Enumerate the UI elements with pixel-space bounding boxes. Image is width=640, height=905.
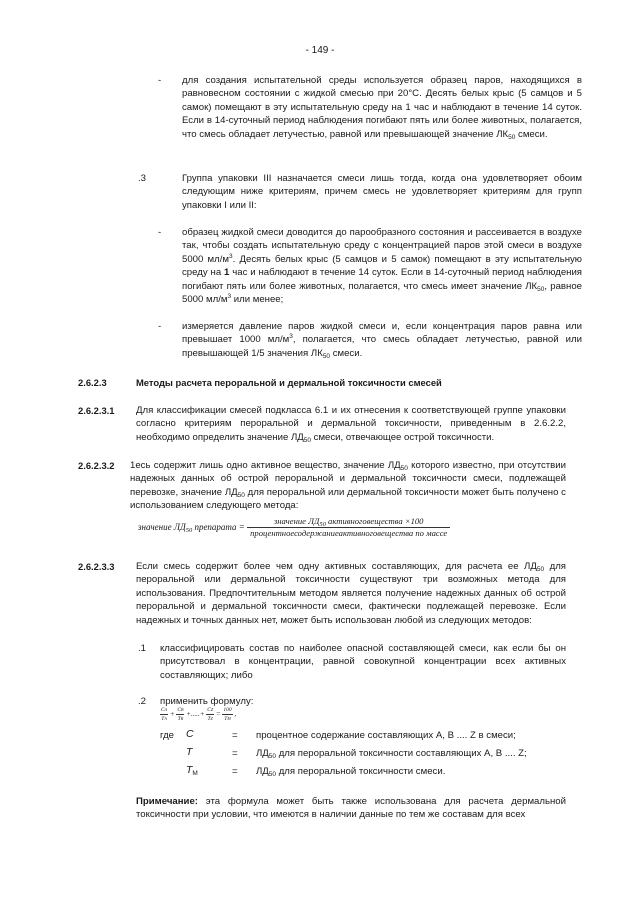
- paragraph-single-active: 1есь содержит лишь одно активное вещество, значение $ЛД_{50}$ которого известно, при отсутствии надежных данных об острой пероральной и дермальной токсичности смеси, подлежащей перевозке, значение $ЛД_{50}$ для пероральной или дермальной токсичности может быть получено с использованием следующего метода:: [130, 460, 566, 512]
- item-number: .3: [138, 173, 147, 184]
- item-number: .2: [138, 696, 147, 707]
- paragraph-method-2: применить формулу:: [160, 696, 254, 707]
- paragraph-vapor-sample: для создания испытательной среды используется образец паров, находящихся в равновесном состоянии с жидкой смесью при 20°С. Десять белых крыс (5 самцов и 5 самок) помещают в эту испытательную среду на 1 час и наблюдают в течение 14 суток. Если в 14-суточный период наблюдения погибают пять или более животных, полагается, что смесь обладает летучестью, равной или превышающей значение $ЛК_{50}$ смеси.: [182, 75, 582, 141]
- bullet-dash: -: [158, 227, 162, 238]
- bullet-dash: -: [158, 75, 162, 86]
- paragraph-classification: Для классификации смесей подкласса 6.1 и их отнесения к соответствующей группе упаковки согласно критериям пероральной и дермальной токсичности, приведенным в 2.6.2.2, необходимо определить значение $ЛД_{50}$ смеси, отвечающее острой токсичности.: [136, 405, 566, 444]
- paragraph-vapor-concentration: образец жидкой смеси доводится до парообразного состояния и рассеивается в воздухе так, чтобы создать испытательную среду с концентрацией паров этой смеси в воздухе 5000 $мл/м^3$. Десять белых крыс (5 самцов и 5 самок) помещают в эту испытательную среду на 1 час и наблюдают в течение 14 суток. Если в 14-суточный период наблюдения погибают пять или более животных, полагается, что смесь имеет значение $ЛК_{50}$, равное 5000 $мл/м^3$ или менее;: [182, 227, 583, 306]
- where-label: где: [160, 730, 175, 741]
- section-number: 2.6.2.3.1: [78, 405, 115, 416]
- section-number: 2.6.2.3.2: [78, 460, 115, 471]
- bullet-dash: -: [158, 321, 162, 332]
- paragraph-vapor-pressure: измеряется давление паров жидкой смеси и, если концентрация паров равна или превышает 1000 $мл/м^3$, полагается, что смесь обладает летучестью, равной или превышающей 1/5 значения $ЛК_{50}$ смеси.: [182, 321, 582, 360]
- section-number: 2.6.2.3.3: [78, 561, 115, 572]
- item-number: .1: [138, 643, 147, 654]
- paragraph-method-1: классифицировать состав по наиболее опасной составляющей смеси, как если бы он присутствовал в концентрации, равной совокупной концентрации всех активных составляющих; либо: [160, 643, 566, 681]
- page-number: - 149 -: [305, 45, 335, 56]
- paragraph-multiple-active: Если смесь содержит более чем одну активных составляющих, для расчета ее $ЛД_{50}$ для пероральной или дермальной токсичности существуют три возможных метода для использования. Предпочтительным методом является получение надежных данных об острой пероральной и дермальной токсичности смеси, фактически подлежащей перевозке. Если надежных и точных данных нет, может быть использован любой из следующих методов:: [136, 561, 566, 626]
- paragraph-packing-group-iii: Группа упаковки III назначается смеси лишь тогда, когда она удовлетворяет обоим следующим ниже критериям, причем смесь не удовлетворяет критериям для групп упаковки I или II:: [182, 173, 582, 211]
- formula-mixture: $\frac{CA}{TA}$ + $\frac{CB}{TB}$ +.....+ $\frac{CZ}{TZ}$ = $\frac{100}{TM}$ ,: [161, 706, 237, 722]
- note-label: Примечание:: [136, 796, 198, 807]
- note-paragraph: Примечание: эта формула может быть также использована для расчета дермальной токсичности при условии, что имеются в наличии данные по тем же составам для всех: [136, 796, 566, 821]
- section-title: Методы расчета пероральной и дермальной токсичности смесей: [136, 377, 442, 388]
- section-number: 2.6.2.3: [78, 377, 107, 388]
- formula-ld50: значение $ЛД_{50}$ препарата = $\frac{значение ЛД_{50} активноговещества \times 100}{\text{процентноесодержаниеактивноговещества по массе}}$: [138, 516, 450, 539]
